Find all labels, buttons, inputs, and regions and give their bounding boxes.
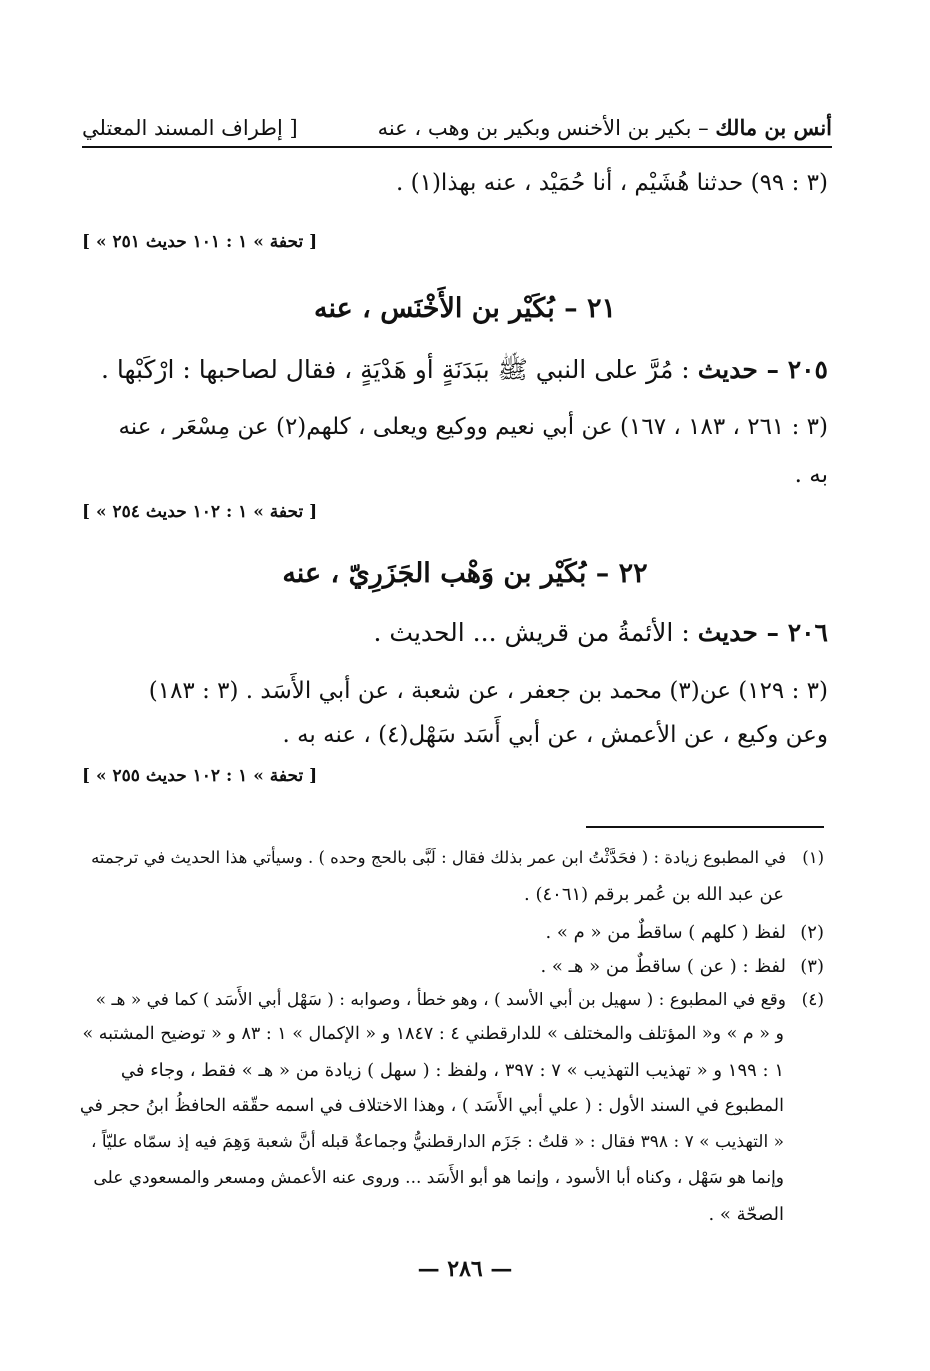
footnote-text: لفظ ( كلهم ) ساقطٌ من « م » .: [545, 922, 786, 943]
footnote-number: (٣): [800, 956, 824, 977]
footnote-continuation: وإنما هو سَهْل ، وكناه أبا الأسود ، وإنما هو أبو الأَسَد ... وروى عنه الأعمش ومسعر والمسعودي على: [93, 1168, 784, 1188]
footnote-number: (٢): [800, 922, 824, 943]
header-title-bold: أنس بن مالك: [715, 115, 832, 140]
running-header: [82, 104, 832, 148]
footnote-text: لفظ : ( عن ) ساقطٌ من « هـ » .: [540, 956, 786, 977]
text-line: (٣ : ١٢٩) عن(٣) محمد بن جعفر ، عن شعبة ، عن أبي الأَسَد . (٣ : ١٨٣): [148, 678, 828, 704]
footnote-2: [80, 922, 824, 945]
footnote-continuation: الصحّة » .: [708, 1204, 784, 1225]
footnote-continuation: المطبوع في السند الأول : ( علي أبي الأَسَد ) ، وهذا الاختلاف في اسمه حقّقه الحافظُ ابنُ حجر في: [79, 1096, 784, 1116]
tuhfa-reference: [ « تحفة » ١ : ١٠٢ حديث ٢٥٥ ]: [82, 766, 318, 786]
hadith-keyword: حديث: [697, 355, 758, 384]
page-number: — ٢٨٦ —: [417, 1256, 513, 1282]
footnote-3: [80, 956, 824, 979]
text-line: به .: [794, 462, 828, 488]
footnote-continuation: ١ : ١٩٩ و « تهذيب التهذيب » ٧ : ٣٩٧ ، ولفظ : ( سهل ) زيادة من « هـ » فقط ، وجاء في: [120, 1060, 784, 1081]
footnote-4: [80, 990, 824, 1011]
tuhfa-reference: [ « تحفة » ١ : ١٠٢ حديث ٢٥٤ ]: [82, 502, 318, 522]
header-book-title: [ إطراف المسند المعتلي: [82, 116, 298, 140]
text-line: (٣ : ٢٦١ ، ١٨٣ ، ١٦٧) عن أبي نعيم ووكيع ويعلى ، كلهم(٢) عن مِسْعَر ، عنه: [118, 414, 828, 440]
footnote-continuation: عن عبد الله بن عُمر برقم (٤٠٦١) .: [524, 884, 784, 905]
hadith-206: [82, 618, 828, 647]
hadith-205: [82, 354, 828, 391]
footnote-1: [80, 848, 824, 869]
hadith-number: ٢٠٦ –: [757, 618, 828, 647]
section-heading: ٢١ – بُكَيْر بن الأَخْنَس ، عنه: [313, 293, 617, 324]
footnote-separator: [586, 826, 824, 828]
tuhfa-reference: [ « تحفة » ١ : ١٠١ حديث ٢٥١ ]: [82, 232, 318, 252]
footnote-number: (١): [802, 848, 824, 867]
footnote-text: وقع في المطبوع : ( سهيل بن أبي الأسد ) ، وهو خطأ ، وصوابه : ( سَهْل أبي الأَسَد ) كما في « هـ »: [95, 990, 786, 1010]
text-line: (٣ : ٩٩) حدثنا هُشَيْم ، أنا حُمَيْد ، عنه بهذا(١) .: [395, 170, 828, 196]
footnote-number: (٤): [801, 990, 824, 1010]
text-line: وعن وكيع ، عن الأعمش ، عن أبي أَسَد سَهْل(٤) ، عنه به .: [282, 722, 828, 748]
footnote-continuation: « التهذيب » ٧ : ٣٩٨ فقال : « قلتُ : جَزَم الدارقطنيُّ وجماعةٌ قبله أنَّ شعبة وَهِمَ فيه إذ سمّاه عليّاً ،: [90, 1132, 784, 1152]
section-heading: ٢٢ – بُكَيْر بن وَهْب الجَزَرِيّ ، عنه: [282, 558, 648, 589]
hadith-text: : مُرَّ على النبي ﷺ ببَدَنَةٍ أو هَدْيَةٍ ، فقال لصاحبها : ارْكَبْها .: [100, 355, 698, 384]
header-title-rest: – بكير بن الأخنس وبكير بن وهب ، عنه: [377, 116, 716, 140]
header-title: [378, 115, 832, 140]
hadith-text: : الأئمةُ من قريش ... الحديث .: [373, 618, 698, 647]
hadith-keyword: حديث: [697, 618, 758, 647]
footnote-continuation: و « م » و« المؤتلف والمختلف » للدارقطني ٤ : ١٨٤٧ و « الإكمال » ١ : ٨٣ و « توضيح المشتبه »: [82, 1024, 784, 1044]
hadith-number: ٢٠٥ –: [757, 355, 828, 384]
footnote-text: في المطبوع زيادة : ( فحَدَّثْتُ ابن عمر بذلك فقال : لَبَّى بالحج وحده ) . وسيأتي هذا الحديث في ترجمته: [91, 848, 786, 867]
